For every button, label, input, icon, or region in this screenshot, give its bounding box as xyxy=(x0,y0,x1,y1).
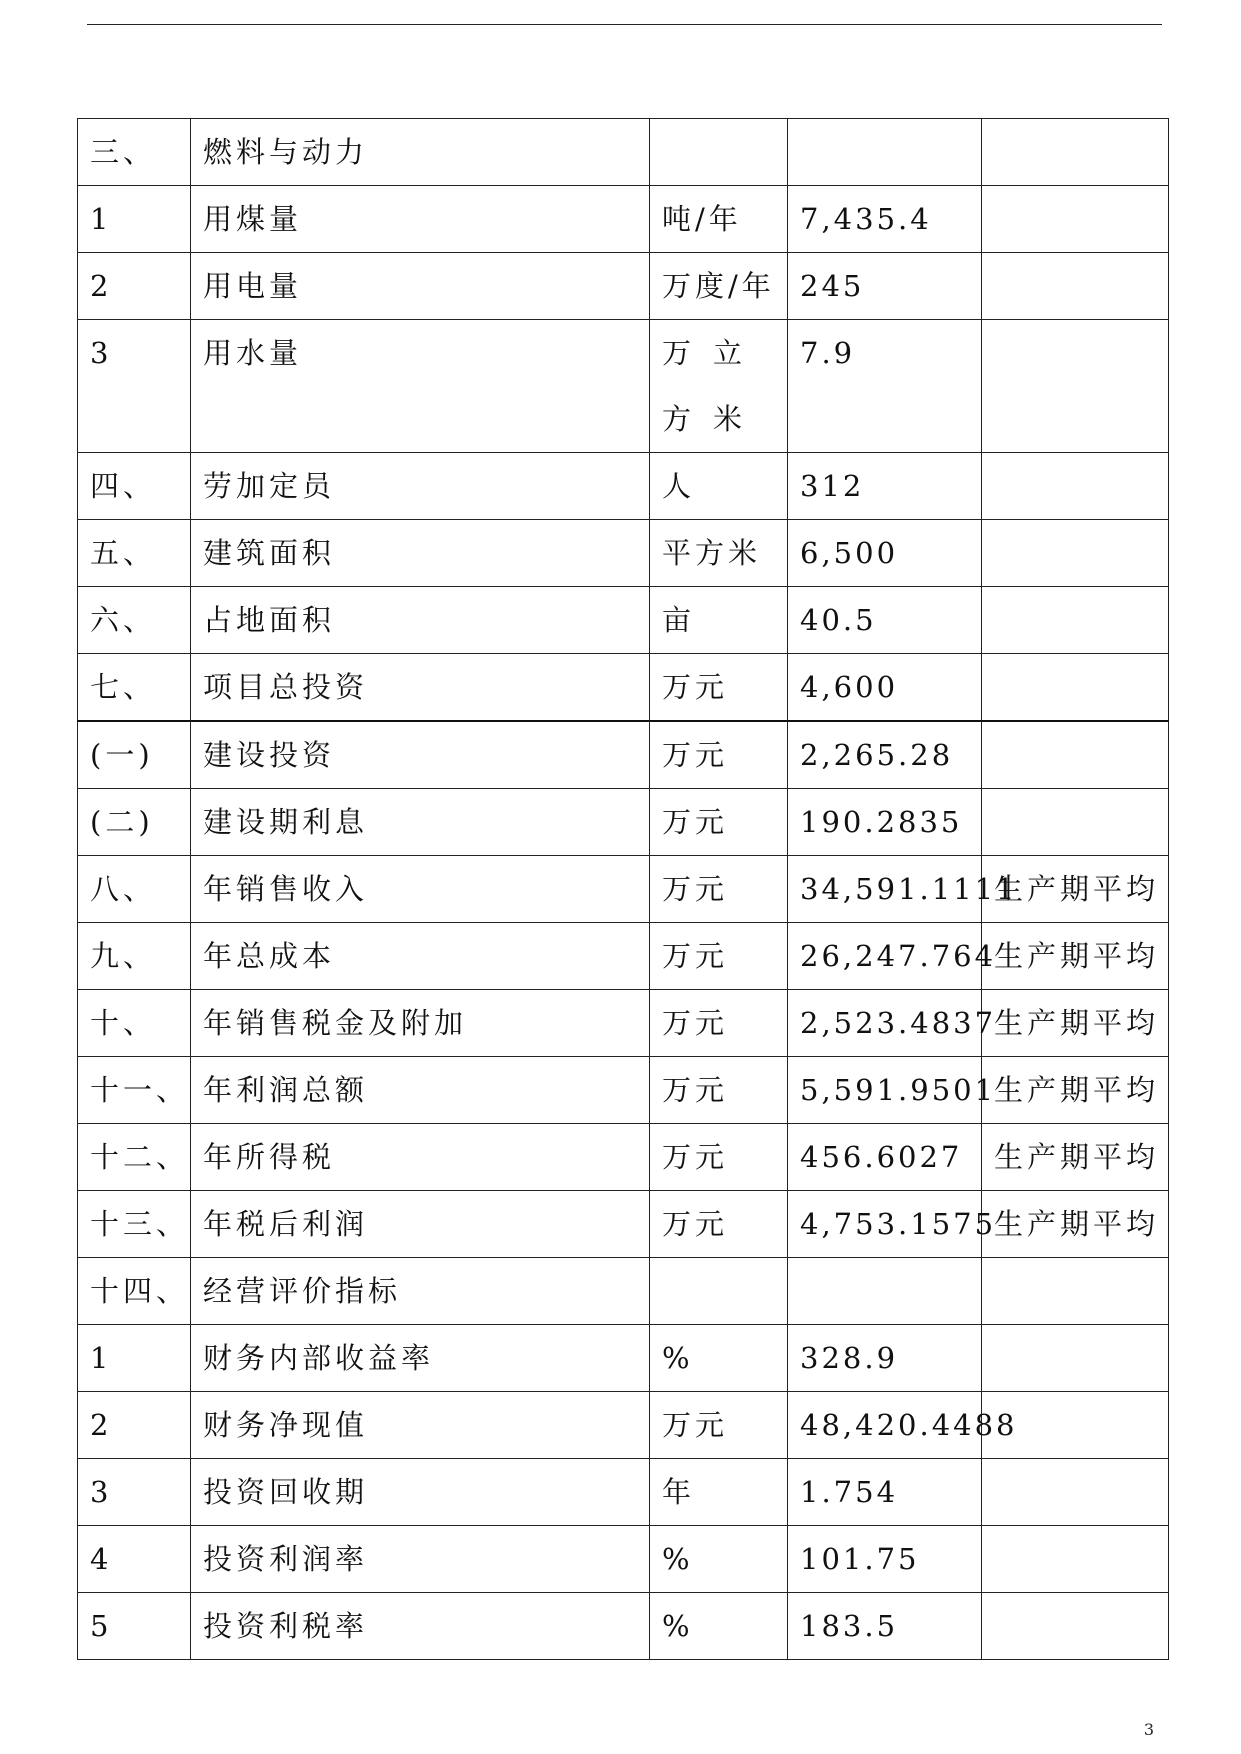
table-row xyxy=(78,1459,1169,1526)
row-unit: 万元 xyxy=(650,923,788,990)
row-note xyxy=(982,119,1169,186)
table-row xyxy=(78,1124,1169,1191)
row-number: 5 xyxy=(78,1593,191,1660)
row-item: 项目总投资 xyxy=(191,654,650,722)
table-row xyxy=(78,1526,1169,1593)
row-unit: 万元 xyxy=(650,654,788,722)
row-value: 48,420.4488 xyxy=(788,1392,982,1459)
row-unit: 人 xyxy=(650,453,788,520)
table-row xyxy=(78,1191,1169,1258)
row-number: 1 xyxy=(78,1325,191,1392)
row-value: 7,435.4 xyxy=(788,186,982,253)
table-row xyxy=(78,1057,1169,1124)
row-number: 1 xyxy=(78,186,191,253)
table-row xyxy=(78,923,1169,990)
row-note xyxy=(982,721,1169,789)
row-number: 十二、 xyxy=(78,1124,191,1191)
row-number: 2 xyxy=(78,253,191,320)
row-note xyxy=(982,1258,1169,1325)
row-note: 生产期平均 xyxy=(982,856,1169,923)
table-row xyxy=(78,1593,1169,1660)
row-item: 建设投资 xyxy=(191,721,650,789)
row-item: 年销售收入 xyxy=(191,856,650,923)
row-item: 年总成本 xyxy=(191,923,650,990)
table-row xyxy=(78,721,1169,789)
row-item: 用电量 xyxy=(191,253,650,320)
row-number: 十、 xyxy=(78,990,191,1057)
row-number: 五、 xyxy=(78,520,191,587)
table-row xyxy=(78,1392,1169,1459)
row-unit xyxy=(650,1258,788,1325)
row-number: 4 xyxy=(78,1526,191,1593)
row-note xyxy=(982,453,1169,520)
row-note xyxy=(982,587,1169,654)
row-number: 七、 xyxy=(78,654,191,722)
table-row xyxy=(78,587,1169,654)
row-unit: 万元 xyxy=(650,856,788,923)
row-number: 十四、 xyxy=(78,1258,191,1325)
row-number: 四、 xyxy=(78,453,191,520)
row-note xyxy=(982,1593,1169,1660)
table-row xyxy=(78,1258,1169,1325)
row-item: 投资利税率 xyxy=(191,1593,650,1660)
row-number: 3 xyxy=(78,1459,191,1526)
row-unit: % xyxy=(650,1593,788,1660)
row-note: 生产期平均 xyxy=(982,990,1169,1057)
row-number: (一) xyxy=(78,721,191,789)
row-value xyxy=(788,1258,982,1325)
row-item: 投资利润率 xyxy=(191,1526,650,1593)
row-item: 财务内部收益率 xyxy=(191,1325,650,1392)
header-rule xyxy=(87,24,1162,25)
row-item: 劳加定员 xyxy=(191,453,650,520)
row-note xyxy=(982,1459,1169,1526)
row-unit: % xyxy=(650,1325,788,1392)
row-value: 6,500 xyxy=(788,520,982,587)
row-note: 生产期平均 xyxy=(982,1191,1169,1258)
row-item: 年利润总额 xyxy=(191,1057,650,1124)
row-note: 生产期平均 xyxy=(982,1124,1169,1191)
row-value: 40.5 xyxy=(788,587,982,654)
row-unit: 万度/年 xyxy=(650,253,788,320)
row-note xyxy=(982,1526,1169,1593)
row-value: 183.5 xyxy=(788,1593,982,1660)
row-item: 占地面积 xyxy=(191,587,650,654)
row-value xyxy=(788,119,982,186)
table-row xyxy=(78,320,1169,453)
page-number: 3 xyxy=(1143,1720,1154,1739)
row-note xyxy=(982,520,1169,587)
row-value: 7.9 xyxy=(788,320,982,453)
row-note xyxy=(982,320,1169,453)
row-unit: 万元 xyxy=(650,789,788,856)
row-note: 生产期平均 xyxy=(982,923,1169,990)
row-unit: % xyxy=(650,1526,788,1593)
row-value: 4,753.1575 xyxy=(788,1191,982,1258)
row-unit: 万元 xyxy=(650,1191,788,1258)
row-item: 年销售税金及附加 xyxy=(191,990,650,1057)
row-item: 建筑面积 xyxy=(191,520,650,587)
row-value: 245 xyxy=(788,253,982,320)
row-value: 26,247.764 xyxy=(788,923,982,990)
indicator-table xyxy=(77,118,1169,1660)
row-number: 十三、 xyxy=(78,1191,191,1258)
row-note xyxy=(982,654,1169,722)
row-value: 328.9 xyxy=(788,1325,982,1392)
row-value: 312 xyxy=(788,453,982,520)
row-note: 生产期平均 xyxy=(982,1057,1169,1124)
row-unit: 平方米 xyxy=(650,520,788,587)
row-item: 投资回收期 xyxy=(191,1459,650,1526)
row-value: 2,265.28 xyxy=(788,721,982,789)
table-row xyxy=(78,453,1169,520)
row-note xyxy=(982,1325,1169,1392)
table-row xyxy=(78,186,1169,253)
row-item: 年税后利润 xyxy=(191,1191,650,1258)
table-row xyxy=(78,253,1169,320)
row-item: 用水量 xyxy=(191,320,650,453)
row-number: 十一、 xyxy=(78,1057,191,1124)
row-number: 九、 xyxy=(78,923,191,990)
row-value: 456.6027 xyxy=(788,1124,982,1191)
row-note xyxy=(982,789,1169,856)
row-unit: 万元 xyxy=(650,1392,788,1459)
row-unit: 万元 xyxy=(650,721,788,789)
row-item: 经营评价指标 xyxy=(191,1258,650,1325)
row-unit: 万立方米 xyxy=(650,320,788,453)
row-unit: 万元 xyxy=(650,990,788,1057)
row-unit xyxy=(650,119,788,186)
row-value: 4,600 xyxy=(788,654,982,722)
row-item: 用煤量 xyxy=(191,186,650,253)
row-unit: 年 xyxy=(650,1459,788,1526)
table-row xyxy=(78,856,1169,923)
row-number: 三、 xyxy=(78,119,191,186)
row-value: 34,591.1111 xyxy=(788,856,982,923)
table-row xyxy=(78,119,1169,186)
row-value: 5,591.9501 xyxy=(788,1057,982,1124)
row-value: 2,523.4837 xyxy=(788,990,982,1057)
row-value: 190.2835 xyxy=(788,789,982,856)
row-number: 3 xyxy=(78,320,191,453)
row-value: 1.754 xyxy=(788,1459,982,1526)
row-number: (二) xyxy=(78,789,191,856)
row-item: 燃料与动力 xyxy=(191,119,650,186)
table-row xyxy=(78,789,1169,856)
row-number: 八、 xyxy=(78,856,191,923)
row-unit: 万元 xyxy=(650,1057,788,1124)
row-value: 101.75 xyxy=(788,1526,982,1593)
row-unit: 亩 xyxy=(650,587,788,654)
table-row xyxy=(78,990,1169,1057)
row-number: 2 xyxy=(78,1392,191,1459)
row-item: 财务净现值 xyxy=(191,1392,650,1459)
row-note xyxy=(982,186,1169,253)
row-unit: 吨/年 xyxy=(650,186,788,253)
table-row xyxy=(78,520,1169,587)
table-row xyxy=(78,1325,1169,1392)
row-number: 六、 xyxy=(78,587,191,654)
row-item: 年所得税 xyxy=(191,1124,650,1191)
row-item: 建设期利息 xyxy=(191,789,650,856)
row-note xyxy=(982,253,1169,320)
table-row xyxy=(78,654,1169,722)
row-unit: 万元 xyxy=(650,1124,788,1191)
